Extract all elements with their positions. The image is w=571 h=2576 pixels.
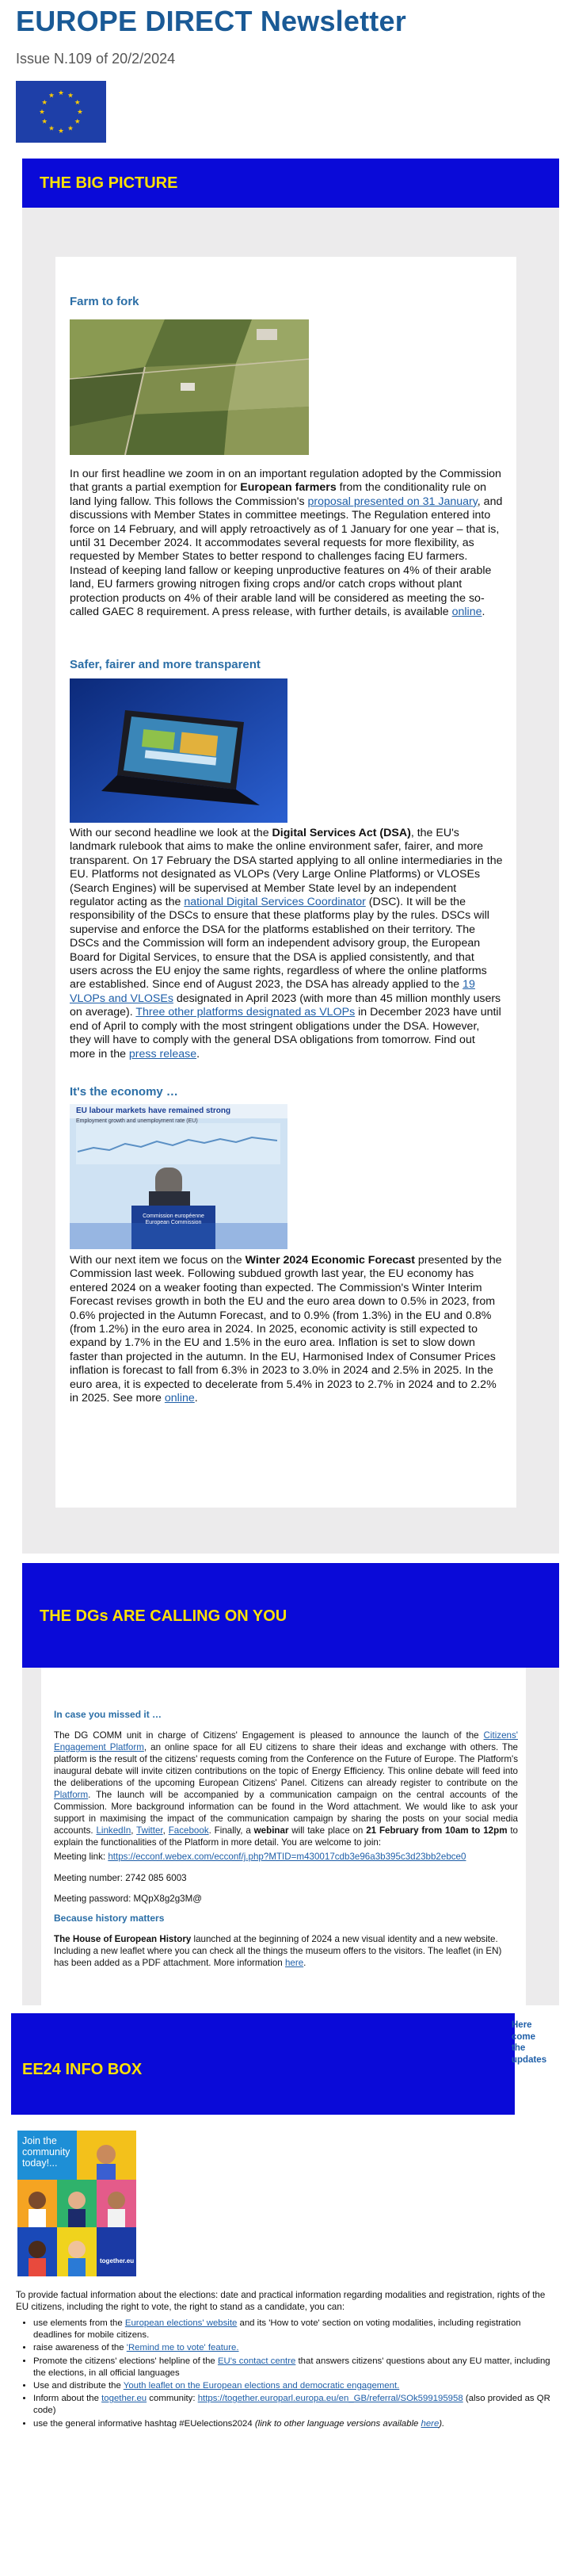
ee24-bullet-4: • Use and distribute the Youth leaflet on the European elections and democratic engagement. (33, 2380, 558, 2392)
flag-star-icon (59, 90, 64, 96)
dgs-title: THE DGs ARE CALLING ON YOU (40, 1607, 287, 1625)
hashtag-languages-link[interactable]: here (421, 2418, 440, 2429)
together-eu-poster (17, 2131, 136, 2276)
farm-to-fork-paragraph: In our first headline we zoom in on an important regulation adopted by the Commission that grants a partial exemption for European farmers from the conditionality rule on land lying fallow. This follows the Commission's proposal presented on 31 January, and discussions with Member States in committee meetings. The Regulation entered into force on 14 February, and will apply retroactively as of 1 January for one year – that is, until 31 December 2024. It accommodates several requests for more flexibility, as requested by Member States to better respond to challenges facing EU farmers. Instead of keeping land fallow or keeping unproductive features on 4% of their arable land, EU farmers growing nitrogen fixing crops and/or catch crops without plant protection products on 4% of their arable land will be considered as meeting the so-called GAEC 8 requirement. A press release, with further details, is available online. (70, 468, 503, 619)
economy-paragraph: With our next item we focus on the Winter 2024 Economic Forecast presented by the Commission last week. Following subdued growth last year, the EU economy has entered 2024 on a weaker footing than expected. The Commission's Winter Interim Forecast revises growth in both the EU and the euro area down to 0.5% in 2023, from 0.6% projected in the Autumn Forecast, and to 0.9% (from 1.3%) in the EU and 0.8% (from 1.2%) in the euro area in 2024. In 2025, economic activity is still expected to expand by 1.7% in the EU and 1.5% in the euro area. Inflation is set to slow down faster than projected in the autumn. In the EU, Harmonised Index of Consumer Prices inflation is forecast to fall from 6.3% in 2023 to 3.0% in 2024 and 2.5% in 2025. In the euro area, it is expected to decelerate from 5.4% in 2023 to 2.7% in 2024 and to 2.2% in 2025. See more online. (70, 1254, 502, 1405)
linkedin-link[interactable]: LinkedIn (96, 1825, 131, 1836)
here-come-updates-link[interactable]: Here come the updates (512, 2020, 547, 2065)
missed-paragraph: The DG COMM unit in charge of Citizens' Engagement is pleased to announce the launch of the Citizens' Engagement Platform, an online space for all EU citizens to share their ideas and exchange with others. The platform is the result of the citizens' requests coming from the Conference on the Future of Europe. The Platform's inaugural debate will invite citizen contributions on the topic of Energy Efficiency. This online debate will feed into the deliberations of the upcoming European Citizens' Panel. Citizens can already register to contribute on the Platform. The launch will be accompanied by a communication campaign on the central accounts of the Commission. More background information can be found in the Word attachment. We would like to ask your support in maximising the impact of the communication campaign by sharing the posts on your social media accounts. LinkedIn, Twitter, Facebook. Finally, a webinar will take place on 21 February from 10am to 12pm to explain the functionalities of the Platform in more detail. You are welcome to join: (54, 1730, 518, 1848)
youth-leaflet-link[interactable]: Youth leaflet on the European elections and democratic engagement. (123, 2381, 400, 2391)
facebook-link[interactable]: Facebook (168, 1825, 209, 1836)
flag-star-icon (42, 100, 48, 105)
ee24-title: EE24 INFO BOX (22, 2061, 143, 2078)
dsa-press-release-link[interactable]: press release (128, 1047, 197, 1061)
citizens-engagement-platform-link[interactable]: Citizens' Engagement Platform (54, 1730, 518, 1752)
ee24-bullet-1: • use elements from the European elections' website and its 'How to vote' section on voting modalities, including registration deadlines for mobile citizens. (33, 2318, 558, 2341)
meeting-link-line: Meeting link: https://ecconf.webex.com/ecconf/j.php?MTID=m430017cdb3e96a3b395c3d23bb2ebce0 (54, 1852, 466, 1862)
dgs-band (22, 1563, 559, 1668)
meeting-password: Meeting password: MQpX8g2g3M@ (54, 1894, 203, 1904)
flag-star-icon (74, 119, 80, 124)
vlops-link[interactable]: 19 VLOPs and VLOSEs (70, 978, 475, 1005)
dsa-paragraph: With our second headline we look at the Digital Services Act (DSA), the EU's landmark rulebook that aims to make the online environment safer, fairer, and more transparent. On 17 February the DSA started applying to all online intermediaries in the EU. Platforms not designated as VLOPs (Very Large Online Platforms) or VLOSEs (Search Engines) will be supervised at Member State level by an independent regulator acting as the national Digital Services Coordinator (DSC). It will be the responsibility of the DSCs to ensure that these platforms play by the rules. DSCs will supervise and enforce the DSA for the platforms established on their territory. The DSCs and the Commission will form an independent advisory group, the European Board for Digital Services, to ensure that the DSA is applied consistently, and that users across the EU enjoy the same rights, regardless of where the online platforms are established. Since end of August 2023, the DSA has already applied to the 19 VLOPs and VLOSEs designated in April 2023 (with more than 45 million monthly users on average). Three other platforms designated as VLOPs in December 2023 have until end of April to comply with the most stringent obligations under the DSA. However, they will have to comply with the general DSA obligations from tomorrow. Find out more in the press release. (70, 827, 503, 1061)
flag-star-icon (68, 125, 74, 131)
flag-star-icon (78, 109, 83, 115)
economy-heading: It's the economy … (70, 1085, 178, 1099)
history-more-info-link[interactable]: here (284, 1958, 304, 1968)
ee24-bullet-3: • Promote the citizens' elections' helpline of the EU's contact centre that answers citizens' questions about any EU matter, including the elections, in all official languages (33, 2356, 558, 2379)
ee24-bullet-5: • Inform about the together.eu community: https://together.europarl.europa.eu/en_GB/referral/SOk599195958 (also provided as QR code) (33, 2393, 558, 2417)
issue-number: Issue N.109 of 20/2/2024 (16, 51, 176, 67)
meeting-number: Meeting number: 2742 085 6003 (54, 1873, 187, 1883)
history-heading: Because history matters (54, 1913, 165, 1924)
dsa-heading: Safer, fairer and more transparent (70, 658, 261, 671)
farm-online-link[interactable]: online (451, 606, 482, 619)
economy-online-link[interactable]: online (164, 1392, 195, 1405)
elections-website-link[interactable]: European elections' website (124, 2318, 238, 2328)
eu-flag-logo (16, 81, 106, 143)
flag-star-icon (40, 109, 45, 115)
ee24-bullet-2: • raise awareness of the 'Remind me to vote' feature. (33, 2342, 558, 2354)
economic-forecast-photo (70, 1104, 287, 1249)
newsletter-title: EUROPE DIRECT Newsletter (16, 5, 406, 37)
ee24-bullet-6: • use the general informative hashtag #EUelections2024 (link to other language versions available here). (33, 2418, 558, 2430)
flag-star-icon (49, 125, 55, 131)
flag-star-icon (68, 93, 74, 98)
history-paragraph: The House of European History launched at the beginning of 2024 a new visual identity and a new website. Including a new leaflet where you can check all the things the museum offers to the visitors. The leaflet (in EN) has been added as a PDF attachment. More information here. (54, 1934, 502, 1968)
image-caption-top: EU labour markets have remained strong (76, 1106, 231, 1115)
remind-me-link[interactable]: 'Remind me to vote' feature. (126, 2343, 239, 2353)
ee24-intro: To provide factual information about the elections: date and practical information regarding modalities and registration, rights of the EU citizens, including the right to vote, the right to stand as a candidate, you can: (16, 2290, 546, 2312)
flag-star-icon (42, 119, 48, 124)
lectern-text: Commission européenne European Commission (143, 1213, 204, 1225)
farm-fields-photo (70, 319, 309, 455)
proposal-link[interactable]: proposal presented on 31 January (307, 495, 478, 508)
together-eu-link[interactable]: together.eu (101, 2394, 147, 2404)
ee24-band (11, 2013, 515, 2115)
farm-to-fork-heading: Farm to fork (70, 295, 139, 308)
flag-star-icon (49, 93, 55, 98)
poster-logo: together.eu (100, 2257, 135, 2265)
ee24-bullet-list (19, 2318, 558, 2431)
three-platforms-link[interactable]: Three other platforms designated as VLOPs (135, 1006, 356, 1019)
dsc-link[interactable]: national Digital Services Coordinator (184, 896, 366, 909)
flag-star-icon (74, 100, 80, 105)
poster-join-text: Join the community today!... (22, 2135, 70, 2169)
contact-centre-link[interactable]: EU's contact centre (217, 2356, 296, 2366)
twitter-link[interactable]: Twitter (136, 1825, 163, 1836)
together-referral-link[interactable]: https://together.europarl.europa.eu/en_GB/referral/SOk599195958 (197, 2394, 463, 2404)
missed-heading: In case you missed it … (54, 1709, 162, 1720)
laptop-photo (70, 678, 287, 823)
big-picture-title: THE BIG PICTURE (40, 174, 178, 192)
big-picture-band (22, 159, 559, 208)
platform-link[interactable]: Platform (54, 1790, 89, 1800)
webex-meeting-link[interactable]: https://ecconf.webex.com/ecconf/j.php?MTID=m430017cdb3e96a3b395c3d23bb2ebce0 (108, 1852, 466, 1862)
image-caption-sub: Employment growth and unemployment rate (EU) (76, 1118, 198, 1124)
flag-star-icon (59, 128, 64, 134)
